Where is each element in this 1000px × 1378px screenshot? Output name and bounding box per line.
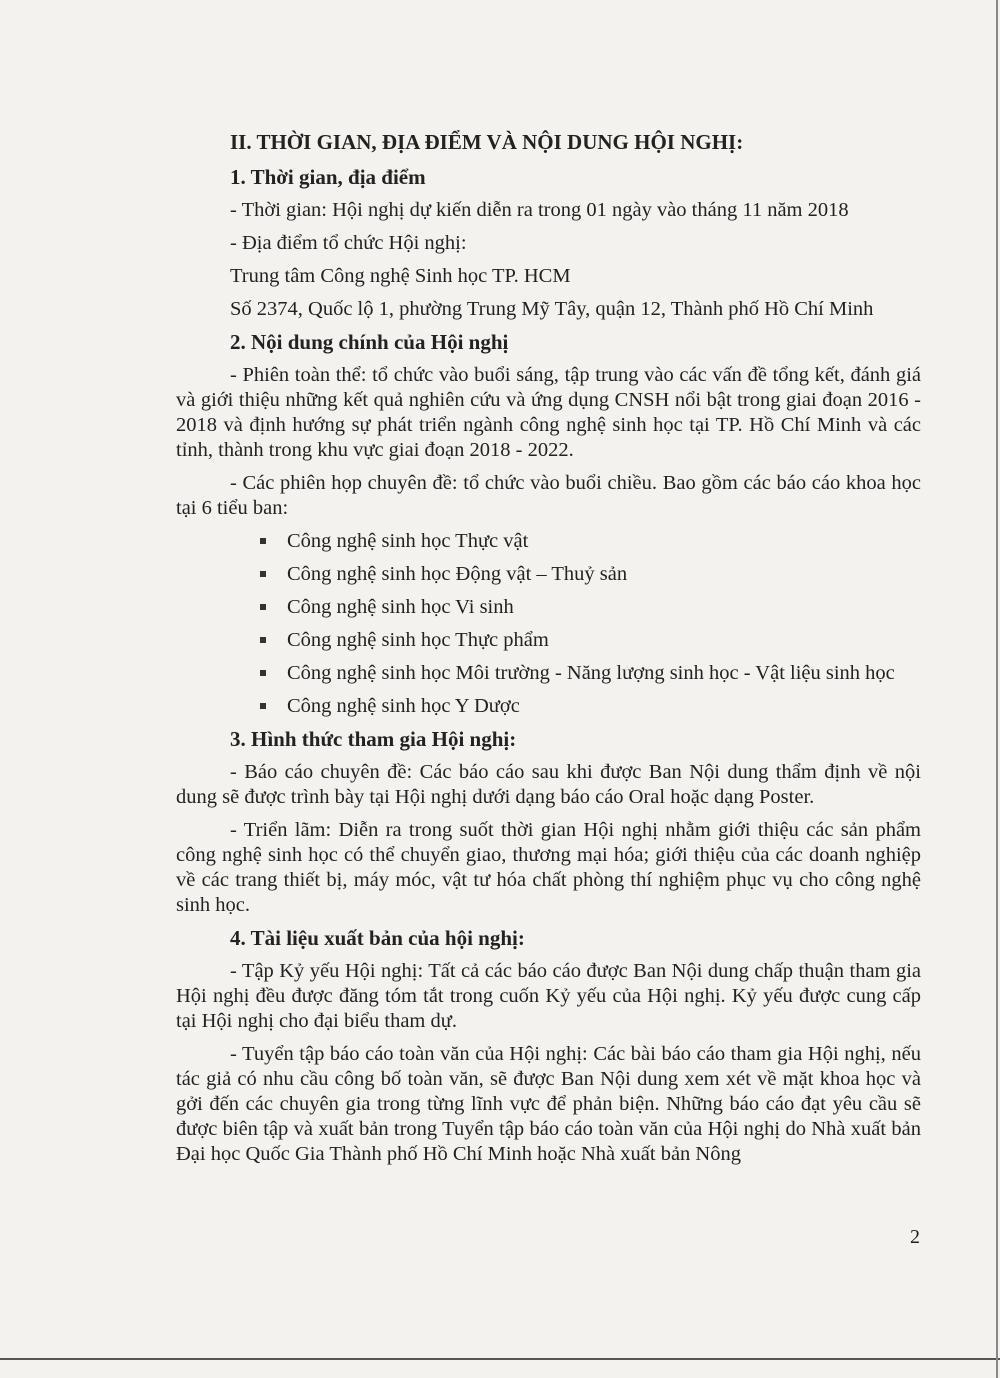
list-item: Công nghệ sinh học Động vật – Thuỷ sản — [260, 562, 921, 587]
reports-paragraph: - Báo cáo chuyên đề: Các báo cáo sau khi được Ban Nội dung thẩm định về nội dung sẽ được trình bày tại Hội nghị dưới dạng báo cáo Oral hoặc dạng Poster. — [176, 761, 921, 808]
square-bullet-icon — [260, 604, 266, 610]
square-bullet-icon — [260, 637, 266, 643]
sessions-paragraph: - Các phiên họp chuyên đề: tổ chức vào buổi chiều. Bao gồm các báo cáo khoa học tại 6 tiểu ban: — [176, 472, 921, 519]
plenary-paragraph: - Phiên toàn thể: tổ chức vào buổi sáng, tập trung vào các vấn đề tổng kết, đánh giá và giới thiệu những kết quả nghiên cứu và ứng dụng CNSH nổi bật trong giai đoạn 2016 - 2018 và định hướng sự phát triển ngành công nghệ sinh học tại TP. Hồ Chí Minh và các tỉnh, thành trong khu vực giai đoạn 2018 - 2022. — [176, 364, 921, 461]
list-item: Công nghệ sinh học Thực phẩm — [260, 628, 921, 653]
heading-publications: 4. Tài liệu xuất bản của hội nghị: — [230, 926, 525, 950]
heading-time-venue: 1. Thời gian, địa điểm — [230, 165, 426, 189]
square-bullet-icon — [260, 703, 266, 709]
time-line: - Thời gian: Hội nghị dự kiến diễn ra trong 01 ngày vào tháng 11 năm 2018 — [230, 199, 849, 221]
venue-name: Trung tâm Công nghệ Sinh học TP. HCM — [230, 265, 571, 287]
section-title: II. THỜI GIAN, ĐỊA ĐIỂM VÀ NỘI DUNG HỘI NGHỊ: — [230, 130, 744, 154]
list-item: Công nghệ sinh học Vi sinh — [260, 595, 921, 620]
full-papers-paragraph: - Tuyển tập báo cáo toàn văn của Hội nghị: Các bài báo cáo tham gia Hội nghị, nếu tác giả có nhu cầu công bố toàn văn, sẽ được Ban Nội dung xem xét về mặt khoa học và gởi đến các chuyên gia trong từng lĩnh vực để phản biện. Những báo cáo đạt yêu cầu sẽ được biên tập và xuất bản trong Tuyển tập báo cáo toàn văn của Hội nghị do Nhà xuất bản Đại học Quốc Gia Thành phố Hồ Chí Minh hoặc Nhà xuất bản Nông — [176, 1043, 921, 1165]
exhibition-paragraph: - Triển lãm: Diễn ra trong suốt thời gian Hội nghị nhằm giới thiệu các sản phẩm công nghệ sinh học có thể chuyển giao, thương mại hóa; giới thiệu của các doanh nghiệp về các trang thiết bị, máy móc, vật tư hóa chất phòng thí nghiệm phục vụ cho công nghệ sinh học. — [176, 819, 921, 916]
list-item: Công nghệ sinh học Môi trường - Năng lượng sinh học - Vật liệu sinh học — [260, 661, 921, 686]
heading-participation: 3. Hình thức tham gia Hội nghị: — [230, 727, 517, 751]
heading-main-content: 2. Nội dung chính của Hội nghị — [230, 330, 509, 354]
square-bullet-icon — [260, 571, 266, 577]
scan-right-edge — [996, 0, 998, 1378]
square-bullet-icon — [260, 670, 266, 676]
document-body — [176, 130, 921, 1175]
page-number: 2 — [910, 1226, 920, 1248]
list-item: Công nghệ sinh học Y Dược — [260, 694, 921, 719]
square-bullet-icon — [260, 538, 266, 544]
list-item: Công nghệ sinh học Thực vật — [260, 529, 921, 554]
venue-address: Số 2374, Quốc lộ 1, phường Trung Mỹ Tây, quận 12, Thành phố Hồ Chí Minh — [230, 298, 874, 320]
subcommittee-list — [176, 529, 921, 719]
venue-label: - Địa điểm tổ chức Hội nghị: — [230, 232, 467, 254]
proceedings-paragraph: - Tập Kỷ yếu Hội nghị: Tất cả các báo cáo được Ban Nội dung chấp thuận tham gia Hội nghị đều được đăng tóm tắt trong cuốn Kỷ yếu của Hội nghị. Kỷ yếu được cung cấp tại Hội nghị cho đại biểu tham dự. — [176, 960, 921, 1032]
scan-bottom-edge — [0, 1358, 1000, 1360]
